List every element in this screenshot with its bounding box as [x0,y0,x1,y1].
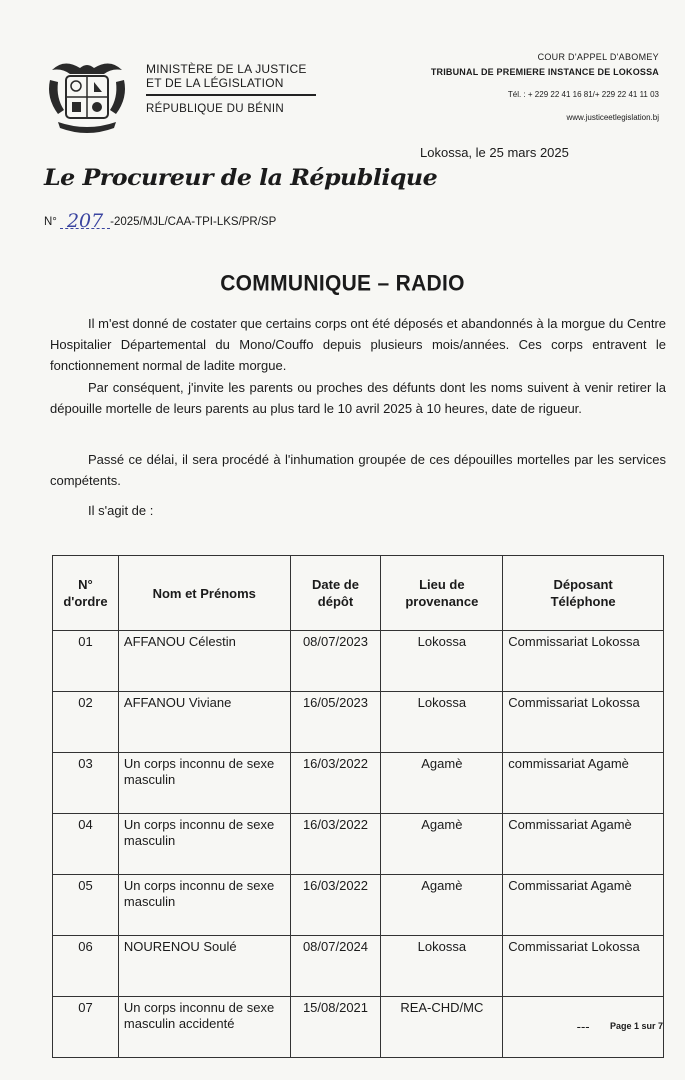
row-lieu: Lokossa [381,631,503,692]
row-num: 05 [53,875,119,936]
reference-prefix: N° [44,216,57,228]
table-row [53,753,664,814]
row-deposant: Commissariat Lokossa [503,692,664,753]
row-lieu: Agamè [381,875,503,936]
court-block [339,52,659,122]
row-deposant: --- [503,997,664,1058]
row-date: 16/05/2023 [290,692,381,753]
row-lieu: Lokossa [381,936,503,997]
row-name: AFFANOU Viviane [118,692,290,753]
row-num: 04 [53,814,119,875]
row-lieu: Lokossa [381,692,503,753]
row-deposant: Commissariat Agamè [503,814,664,875]
reference-suffix: -2025/MJL/CAA-TPI-LKS/PR/SP [110,216,277,228]
court-appeal-name: COUR D'APPEL D'ABOMEY [537,52,659,62]
bodies-table [52,555,664,1058]
table-row [53,631,664,692]
tribunal-name: TRIBUNAL DE PREMIERE INSTANCE DE LOKOSSA [430,67,659,77]
table-header-row [53,556,664,631]
table-row [53,997,664,1058]
ministry-name-line2: ET DE LA LÉGISLATION [146,76,284,90]
court-website: www.justiceetlegislation.bj [566,113,659,122]
table-row [53,814,664,875]
paragraph-3: Passé ce délai, il sera procédé à l'inhumation groupée de ces dépouilles mortelles par les services compétents. [50,452,666,488]
paragraph-1: Il m'est donné de costater que certains corps ont été déposés et abandonnés à la morgue du Centre Hospitalier Départemental du Mono/Couffo depuis plusieurs mois/années. Ces corps entravent le fonctionnement normal de ladite morgue. [50,316,666,373]
court-phone: Tél. : + 229 22 41 16 81/+ 229 22 41 11 03 [507,90,659,99]
row-num: 07 [53,997,119,1058]
page-number: Page 1 sur 7 [609,1021,663,1031]
row-name: Un corps inconnu de sexe masculin [118,875,290,936]
republic-name: RÉPUBLIQUE DU BÉNIN [146,103,284,115]
row-name: Un corps inconnu de sexe masculin [118,753,290,814]
row-date: 16/03/2022 [290,875,381,936]
table-row [53,875,664,936]
document-date: Lokossa, le 25 mars 2025 [420,145,569,160]
row-name: AFFANOU Célestin [118,631,290,692]
header-date: Date de dépôt [290,556,381,631]
reference-handwritten-number: 207 [60,214,110,229]
row-name: Un corps inconnu de sexe masculin accidenté [118,997,290,1058]
header-deposant: Déposant Téléphone [503,556,664,631]
row-date: 16/03/2022 [290,814,381,875]
paragraph-4: Il s'agit de : [88,503,154,518]
prosecutor-signature-title: Le Procureur de la République [44,165,438,191]
header-num: N° d'ordre [53,556,119,631]
row-num: 02 [53,692,119,753]
row-num: 06 [53,936,119,997]
header-lieu: Lieu de provenance [381,556,503,631]
row-name: NOURENOU Soulé [118,936,290,997]
ministry-block [146,62,321,115]
reference-number [44,210,277,232]
coat-of-arms-icon [44,58,130,136]
row-lieu: Agamè [381,753,503,814]
row-date: 08/07/2024 [290,936,381,997]
row-lieu: Agamè [381,814,503,875]
paragraph-2: Par conséquent, j'invite les parents ou proches des défunts dont les noms suivent à venir retirer la dépouille mortelle de leurs parents au plus tard le 10 avril 2025 à 10 heures, date de rigueur. [50,380,666,416]
row-lieu: REA-CHD/MC [381,997,503,1058]
row-date: 16/03/2022 [290,753,381,814]
row-deposant: commissariat Agamè [503,753,664,814]
row-date: 08/07/2023 [290,631,381,692]
header-name: Nom et Prénoms [118,556,290,631]
page-title: COMMUNIQUE – RADIO [220,271,465,296]
table-row [53,936,664,997]
ministry-divider [146,94,316,96]
row-deposant: Commissariat Agamè [503,875,664,936]
ministry-name-line1: MINISTÈRE DE LA JUSTICE [146,62,307,76]
table-row [53,692,664,753]
row-deposant: Commissariat Lokossa [503,631,664,692]
row-num: 03 [53,753,119,814]
row-date: 15/08/2021 [290,997,381,1058]
row-deposant: Commissariat Lokossa [503,936,664,997]
row-num: 01 [53,631,119,692]
row-name: Un corps inconnu de sexe masculin [118,814,290,875]
